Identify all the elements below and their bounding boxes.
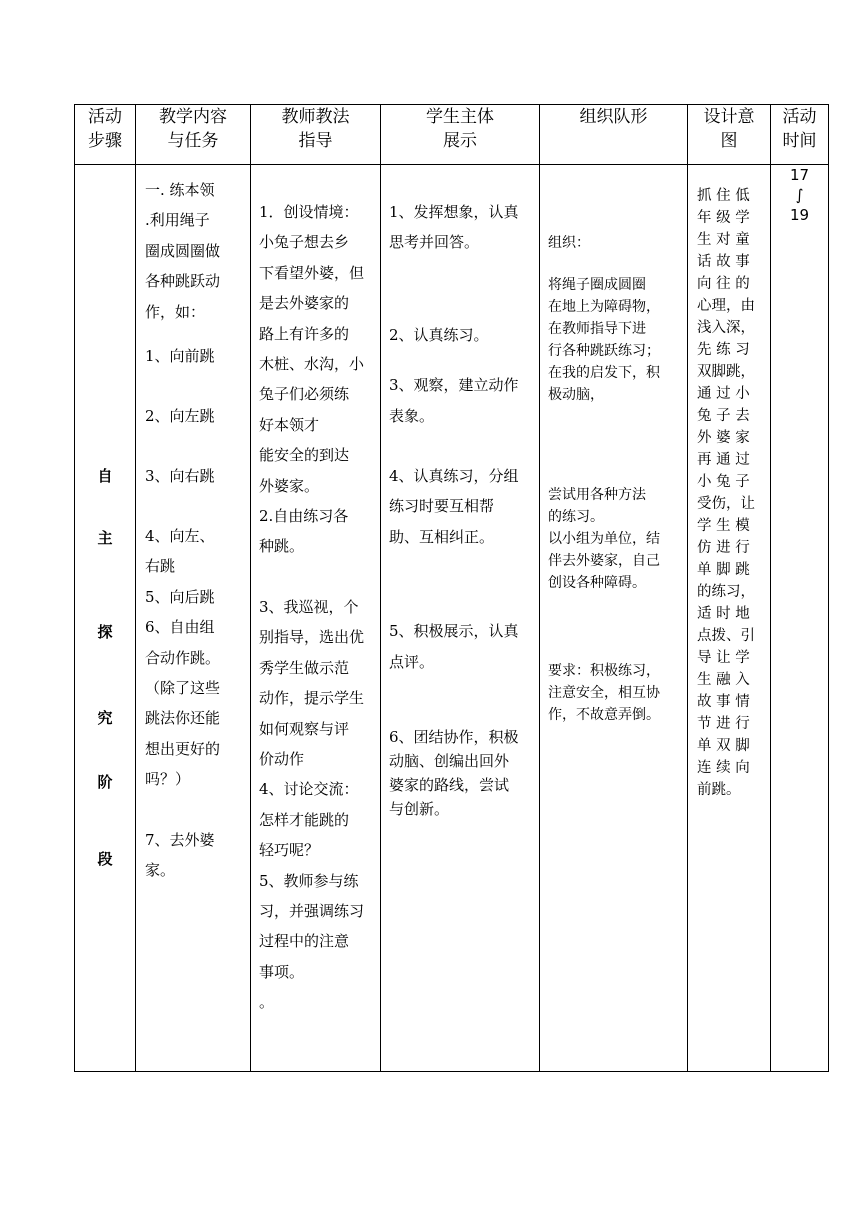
design-line: 外 婆 家 (697, 430, 750, 446)
org-line: 在教师指导下进 (548, 321, 646, 337)
student-line: 3、观察，建立动作 (389, 376, 519, 395)
header-row (75, 105, 829, 165)
content-cell (136, 165, 251, 1072)
header-step: 活动 步骤 (75, 105, 136, 165)
student-line: 与创新。 (389, 800, 450, 819)
teacher-line: 种跳。 (259, 537, 305, 556)
content-line: 圈成圆圈做 (145, 241, 221, 260)
teacher-line: 别指导，选出优 (259, 628, 365, 647)
content-line: 1、向前跳 (145, 347, 215, 366)
student-line: 表象。 (389, 406, 435, 425)
org-requirement-line: 作，不故意弄倒。 (548, 707, 660, 723)
student-line: 思考并回答。 (389, 233, 480, 252)
design-line: 受伤，让 (697, 496, 755, 512)
content-line: 右跳 (145, 557, 176, 576)
teacher-line: 秀学生做示范 (259, 658, 350, 677)
content-line: 跳法你还能 (145, 709, 221, 728)
design-line: 的练习， (697, 584, 755, 600)
teacher-line: 外婆家。 (259, 476, 320, 495)
content-line: 想出更好的 (145, 739, 221, 758)
teacher-line: 价动作 (259, 749, 305, 768)
teacher-line: 怎样才能跳的 (259, 810, 350, 829)
organization-cell (540, 165, 688, 1072)
teacher-line: 是去外婆家的 (259, 294, 350, 313)
student-line: 1、发挥想象，认真 (389, 203, 519, 221)
teacher-line: 2.自由练习各 (259, 507, 349, 526)
design-line: 向 往 的 (697, 276, 750, 292)
content-line: 6、自由组 (145, 618, 215, 637)
content-line: 4、向左、 (145, 527, 215, 546)
teacher-line: 路上有许多的 (259, 324, 350, 343)
stage-char: 自 (97, 467, 113, 485)
teacher-line: 兔子们必须练 (259, 385, 350, 404)
org-line: 极动脑， (548, 387, 604, 403)
design-line: 通 过 小 (697, 386, 750, 402)
design-line: 点拨、引 (697, 628, 755, 644)
stage-char: 主 (97, 529, 113, 547)
student-line: 2、认真练习。 (389, 325, 489, 344)
design-line: 学 生 模 (697, 518, 750, 534)
org-line: 创设各种障碍。 (548, 575, 646, 591)
content-line: 作，如： (145, 302, 206, 321)
teacher-line: 下看望外婆，但 (259, 263, 365, 282)
org-line: 将绳子圈成圆圈 (548, 277, 646, 293)
design-intent-cell (688, 165, 771, 1072)
design-line: 单 双 脚 (697, 738, 750, 754)
content-line: 一. 练本领 (145, 181, 215, 199)
student-line: 4、认真练习，分组 (389, 467, 519, 486)
student-line: 助、互相纠正。 (389, 527, 495, 546)
design-line: 抓 住 低 (697, 188, 750, 204)
content-line: 7、去外婆 (145, 830, 215, 849)
student-line: 点评。 (389, 652, 435, 671)
content-line: （除了这些 (145, 679, 221, 698)
design-line: 单 脚 跳 (697, 562, 750, 578)
design-line: 浅入深， (697, 320, 755, 336)
header-content: 教学内容 与任务 (136, 105, 251, 165)
design-line: 小 兔 子 (697, 474, 750, 490)
stage-char: 段 (97, 850, 113, 868)
design-line: 适 时 地 (697, 606, 750, 622)
content-line: 家。 (145, 861, 176, 880)
stage-cell (75, 165, 136, 1072)
design-line: 仿 进 行 (697, 540, 750, 556)
content-line: 各种跳跃动 (145, 272, 221, 291)
teacher-line: 小兔子想去乡 (259, 233, 350, 252)
teacher-line: 如何观察与评 (259, 719, 350, 738)
teacher-line: 5、教师参与练 (259, 871, 359, 890)
design-line: 兔 子 去 (697, 408, 750, 424)
org-line: 以小组为单位，结 (548, 531, 660, 547)
org-requirement-line: 注意安全，相互协 (548, 685, 660, 701)
header-time: 活动 时间 (771, 105, 829, 165)
stage-char: 探 (97, 623, 113, 641)
design-line: 连 续 向 (697, 760, 750, 776)
org-line: 的练习。 (548, 509, 604, 525)
content-line: 2、向左跳 (145, 407, 215, 426)
teacher-line: 好本领才 (259, 415, 320, 434)
teacher-line: 1．创设情境： (259, 203, 359, 221)
teacher-line: 习，并强调练习 (259, 901, 365, 920)
teacher-line: 事项。 (259, 962, 305, 981)
teacher-line: 轻巧呢？ (259, 841, 320, 860)
teacher-line: 4、讨论交流： (259, 780, 359, 799)
org-line: 在我的启发下，积 (548, 365, 660, 381)
design-line: 再 通 过 (697, 452, 750, 468)
stage-char: 究 (97, 709, 113, 727)
org-label: 组织： (548, 235, 590, 251)
header-design: 设计意 图 (688, 105, 771, 165)
time-from: 17 (789, 166, 810, 184)
student-line: 动脑、创编出回外 (389, 752, 510, 771)
content-line: 5、向后跳 (145, 587, 215, 606)
student-line: 婆家的路线，尝试 (389, 776, 510, 795)
stage-char: 阶 (97, 773, 113, 791)
design-line: 生 对 童 (697, 232, 750, 248)
time-to: 19 (789, 206, 810, 224)
time-separator: ∫ (795, 186, 804, 204)
design-line: 生 融 入 (697, 672, 750, 688)
design-line: 心理，由 (697, 298, 755, 314)
design-line: 节 进 行 (697, 716, 750, 732)
teacher-line: 能安全的到达 (259, 446, 350, 465)
lesson-plan-table (74, 104, 829, 1072)
header-teacher: 教师教法 指导 (251, 105, 381, 165)
org-requirement-line: 要求：积极练习， (548, 663, 660, 679)
design-line: 先 练 习 (697, 342, 750, 358)
org-line: 在地上为障碍物， (548, 299, 660, 315)
content-line: .利用绳子 (145, 211, 210, 230)
teacher-line: 木桩、水沟，小 (259, 355, 365, 374)
org-line: 行各种跳跃练习； (548, 343, 660, 359)
teacher-cell (251, 165, 381, 1072)
student-cell (381, 165, 540, 1072)
design-line: 故 事 情 (697, 694, 750, 710)
activity-time-cell (771, 165, 829, 1072)
teacher-line: 动作，提示学生 (259, 689, 365, 708)
student-line: 练习时要互相帮 (389, 497, 495, 516)
header-student: 学生主体 展示 (381, 105, 540, 165)
student-line: 5、积极展示，认真 (389, 622, 519, 641)
content-line: 吗？） (145, 770, 191, 789)
org-line: 尝试用各种方法 (548, 487, 646, 503)
teacher-line: 。 (259, 993, 275, 1012)
design-line: 年 级 学 (697, 210, 750, 226)
student-line: 6、团结协作，积极 (389, 728, 519, 747)
teacher-line: 过程中的注意 (259, 932, 350, 951)
header-organization: 组织队形 (540, 105, 688, 165)
content-line: 合动作跳。 (145, 648, 221, 667)
design-line: 双脚跳， (697, 364, 755, 380)
body-row (75, 165, 829, 1072)
design-line: 前跳。 (697, 782, 741, 798)
design-line: 话 故 事 (697, 254, 750, 270)
content-line: 3、向右跳 (145, 467, 215, 486)
teacher-line: 3、我巡视，个 (259, 597, 359, 616)
org-line: 伴去外婆家，自己 (548, 553, 660, 569)
design-line: 导 让 学 (697, 650, 750, 666)
